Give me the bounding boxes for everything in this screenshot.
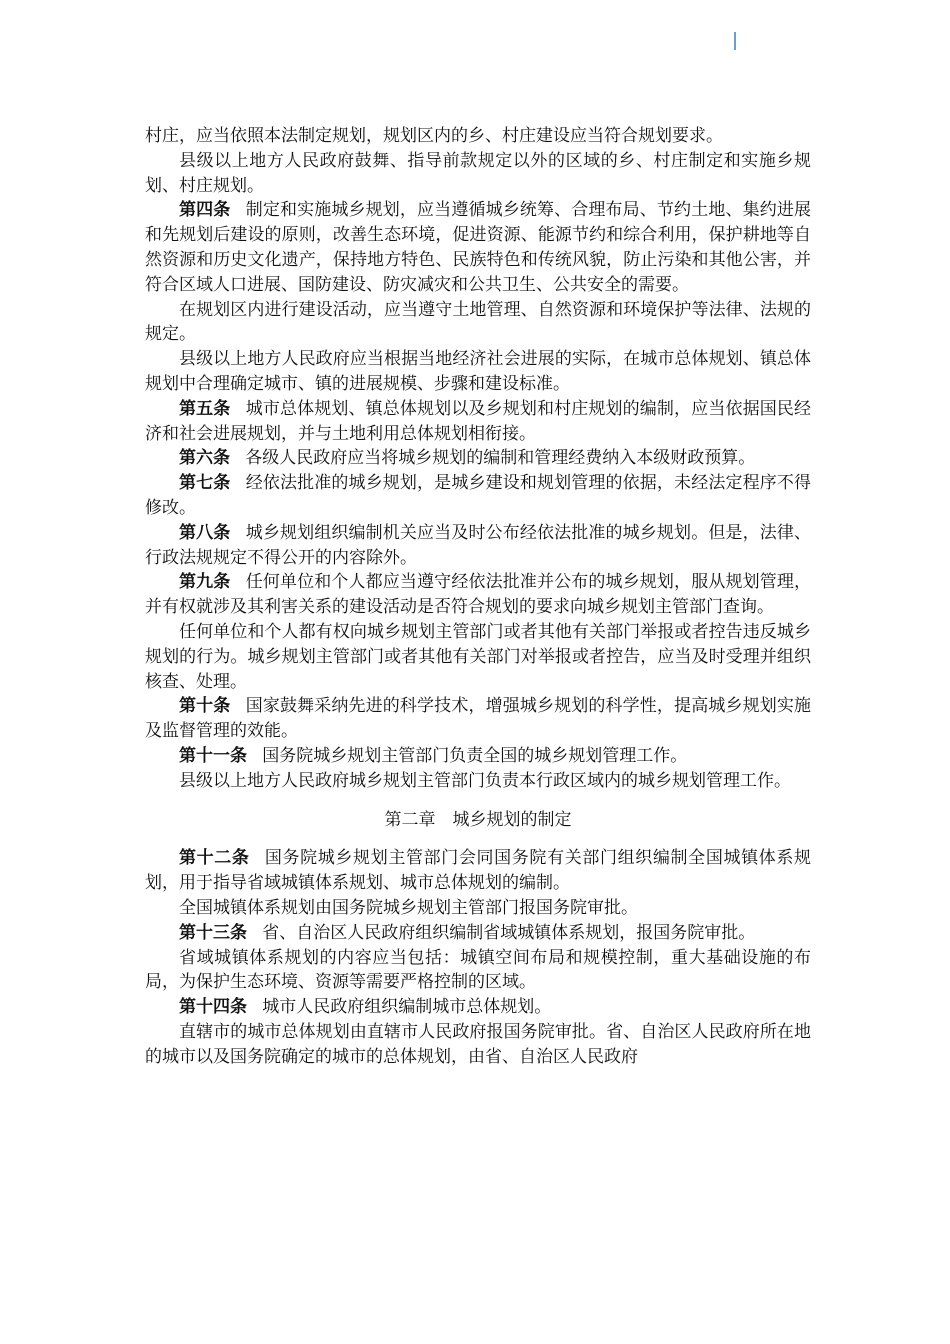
paragraph [145,946,811,996]
page-top-mark [734,32,736,50]
article-number: 第十条 [179,696,231,717]
article-paragraph [145,198,811,297]
paragraph-text: 各级人民政府应当将城乡规划的编制和管理经费纳入本级财政预算。 [245,448,756,469]
paragraph-text: 县级以上地方人民政府城乡规划主管部门负责本行政区域内的城乡规划管理工作。 [179,770,791,791]
article-paragraph [145,397,811,447]
paragraph [145,769,811,794]
article-number: 第八条 [179,522,231,543]
article-paragraph [145,570,811,620]
article-number: 第九条 [179,572,231,593]
article-number: 第十二条 [179,848,250,869]
paragraph-text: 城市人民政府组织编制城市总体规划。 [262,997,552,1018]
paragraph-text: 国务院城乡规划主管部门会同国务院有关部门组织编制全国城镇体系规划，用于指导省域城镇体系规划、城市总体规划的编制。 [145,848,812,894]
article-paragraph [145,744,811,769]
article-paragraph [145,521,811,571]
section-chapter-one-tail [145,124,811,794]
article-paragraph [145,446,811,471]
paragraph-text: 国务院城乡规划主管部门负责全国的城乡规划管理工作。 [262,745,688,766]
article-number: 第五条 [179,398,231,419]
article-number: 第十一条 [179,745,247,766]
article-paragraph [145,471,811,521]
paragraph-text: 县级以上地方人民政府应当根据当地经济社会进展的实际，在城市总体规划、镇总体规划中合理确定城市、镇的进展规模、步骤和建设标准。 [145,349,811,394]
paragraph-text: 城乡规划组织编制机关应当及时公布经依法批准的城乡规划。但是，法律、行政法规规定不得公开的内容除外。 [145,522,812,568]
section-chapter-two [145,846,811,1069]
paragraph-text: 任何单位和个人都应当遵守经依法批准并公布的城乡规划，服从规划管理，并有权就涉及其利害关系的建设活动是否符合规划的要求向城乡规划主管部门查询。 [145,572,812,618]
article-number: 第四条 [179,200,231,221]
paragraph-text: 制定和实施城乡规划，应当遵循城乡统筹、合理布局、节约土地、集约进展和先规划后建设的原则，改善生态环境，促进资源、能源节约和综合利用，保护耕地等自然资源和历史文化遗产，保持地方特色、民族特色和传统风貌，防止污染和其他公害，并符合区域人口进展、国防建设、防灾减灾和公共卫生、公共安全的需要。 [145,200,812,295]
paragraph-text: 全国城镇体系规划由国务院城乡规划主管部门报国务院审批。 [179,897,638,918]
paragraph [145,149,811,199]
paragraph-text: 任何单位和个人都有权向城乡规划主管部门或者其他有关部门举报或者控告违反城乡规划的行为。城乡规划主管部门或者其他有关部门对举报或者控告，应当及时受理并组织核查、处理。 [145,621,811,692]
paragraph [145,1020,811,1070]
paragraph-text: 省域城镇体系规划的内容应当包括：城镇空间布局和规模控制，重大基础设施的布局，为保护生态环境、资源等需要严格控制的区域。 [145,947,811,993]
article-number: 第十四条 [179,997,247,1018]
article-paragraph [145,995,811,1020]
paragraph-text: 直辖市的城市总体规划由直辖市人民政府报国务院审批。省、自治区人民政府所在地的城市以及国务院确定的城市的总体规划，由省、自治区人民政府 [145,1021,811,1067]
article-paragraph [145,694,811,744]
paragraph [145,347,811,397]
article-number: 第六条 [179,448,230,469]
paragraph [145,124,811,149]
chapter-heading: 第二章 城乡规划的制定 [384,809,572,830]
paragraph-text: 在规划区内进行建设活动，应当遵守土地管理、自然资源和环境保护等法律、法规的规定。 [145,299,811,345]
paragraph-text: 经依法批准的城乡规划，是城乡建设和规划管理的依据，未经法定程序不得修改。 [145,473,812,518]
article-number: 第七条 [179,473,231,494]
paragraph-text: 县级以上地方人民政府鼓舞、指导前款规定以外的区域的乡、村庄制定和实施乡规划、村庄规划。 [145,150,811,196]
paragraph [145,298,811,348]
paragraph-text: 国家鼓舞采纳先进的科学技术，增强城乡规划的科学性，提高城乡规划实施及监督管理的效能。 [145,696,812,742]
paragraph [145,896,811,921]
paragraph-text: 城市总体规划、镇总体规划以及乡规划和村庄规划的编制，应当依据国民经济和社会进展规划，并与土地利用总体规划相衔接。 [145,398,812,444]
article-number: 第十三条 [179,922,247,943]
paragraph-text: 省、自治区人民政府组织编制省域城镇体系规划，报国务院审批。 [262,922,756,943]
paragraph [145,620,811,694]
article-paragraph [145,846,811,896]
article-paragraph [145,921,811,946]
paragraph-text: 村庄，应当依照本法制定规划，规划区内的乡、村庄建设应当符合规划要求。 [145,126,723,146]
document-body [145,124,811,1069]
